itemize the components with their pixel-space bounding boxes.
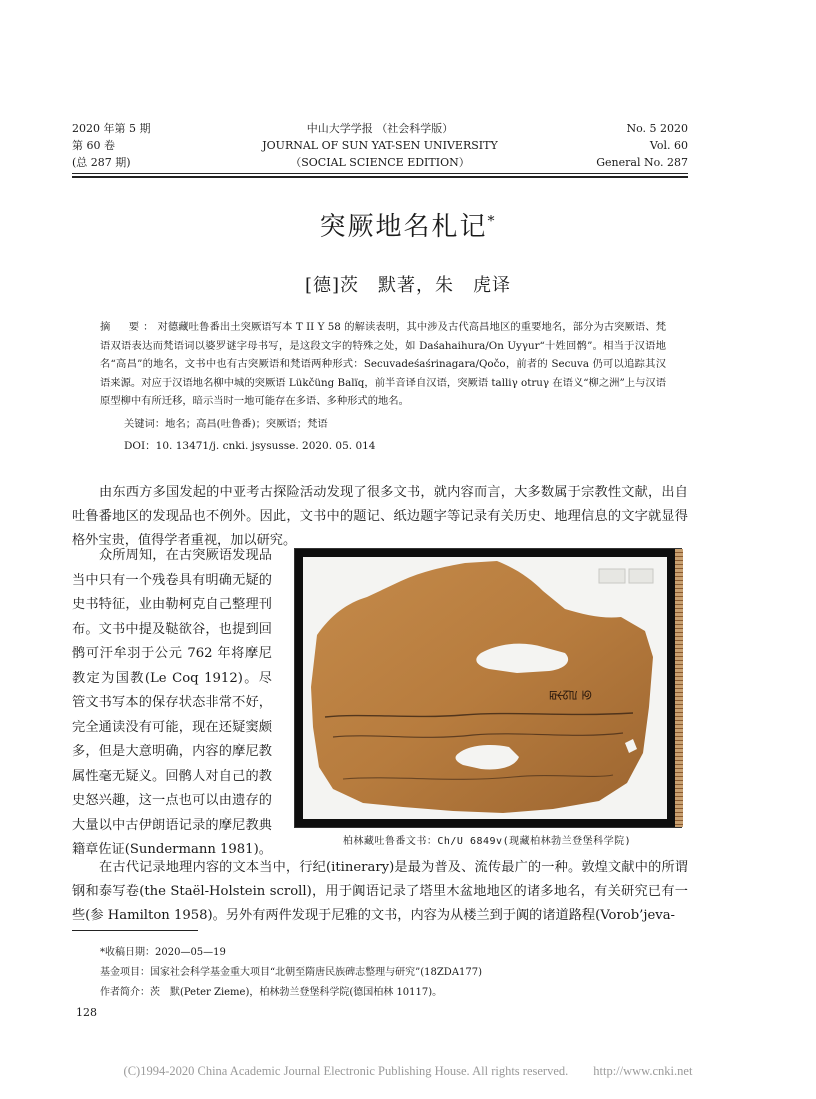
- footnote-rule: [72, 930, 198, 931]
- manuscript-inscription: ꡂꡡꡞꡃ ꡟ: [549, 688, 592, 702]
- manuscript-fragment: [311, 561, 653, 813]
- keywords: 关键词：地名；高昌(吐鲁番)；突厥语；梵语: [124, 418, 328, 430]
- abstract: [100, 318, 666, 411]
- issue-info: [72, 120, 150, 171]
- footnote-author: 作者简介：茨 默(Peter Zieme)，柏林勃兰登堡科学院(德国柏林 10117)。: [100, 987, 443, 998]
- header-rule-top: [72, 173, 688, 174]
- doi: DOI：10. 13471/j. cnki. jsysusse. 2020. 05. 014: [124, 440, 376, 452]
- figure-caption: 柏林藏吐鲁番文书：Ch/U 6849v(现藏柏林勃兰登堡科学院): [342, 836, 632, 847]
- footnote-received: *收稿日期：2020—05—19: [100, 947, 226, 958]
- title-footnote-mark: *: [487, 213, 497, 230]
- journal-edition: （SOCIAL SCIENCE EDITION）: [290, 156, 470, 169]
- manuscript-photo: [294, 548, 682, 828]
- issue-info-en: [596, 120, 688, 171]
- footnote-fund: 基金项目：国家社会科学基金重大项目“北朝至隋唐民族碑志整理与研究”(18ZDA177): [100, 967, 483, 978]
- copyright-watermark: (C)1994-2020 China Academic Journal Electronic Publishing House. All rights reserved. http://www.cnki.net: [123, 1064, 693, 1078]
- issue-total: (总 287 期): [72, 156, 131, 169]
- abstract-label: 摘 要：: [100, 321, 158, 333]
- header-rule-bottom: [72, 176, 688, 178]
- issue-volume: 第 60 卷: [72, 139, 115, 152]
- volume-en: Vol. 60: [649, 139, 688, 152]
- photo-scale-ruler: [675, 549, 683, 827]
- journal-name: [250, 120, 510, 171]
- body-paragraph-1: 由东西方多国发起的中亚考古探险活动发现了很多文书，就内容而言，大多数属于宗教性文献，出自吐鲁番地区的发现品也不例外。因此，文书中的题记、纸边题字等记录有关历史、地理信息的文字就显得格外宝贵，值得学者重视，加以研究。: [72, 485, 688, 548]
- body-paragraph-3: 在古代记录地理内容的文本当中，行纪(itinerary)是最为普及、流传最广的一种。敦煌文献中的所谓钢和泰写卷(the Staël-Holstein scroll)，用于阗语记录了塔里木盆地地区的诸多地名，有关研究已有一些(参 Hamilton 1958)。另外有两件发现于尼雅的文书，内容为从楼兰到于阗的诸道路程(Vorob’jeva-: [72, 860, 688, 923]
- article-title-text: 突厥地名札记: [319, 212, 488, 242]
- collection-label-2: [629, 569, 653, 583]
- abstract-text: 对德藏吐鲁番出土突厥语写本 T II Y 58 的解读表明，其中涉及古代高昌地区的重要地名，部分为古突厥语、梵语双语表达而梵语词以婆罗谜字母书写，是这段文字的特殊之处，如 Daśahaihura/On Uyγur“十姓回鹘”。相当于汉语地名“高昌”的地名，文书中也有古突厥语和梵语两种形式：Secuvadeśaśrinagara/Qočo，前者的 Secuva 仍可以追踪其汉语来源。对应于汉语地名柳中城的突厥语 Lükčüng Balïq，前半音译自汉语，突厥语 talliγ otruγ 在语义“柳之洲”上与汉语原型柳中有所迁移，暗示当时一地可能存在多语、多种形式的地名。: [100, 321, 666, 407]
- page-number: 128: [76, 1006, 97, 1019]
- issue-number-en: No. 5 2020: [626, 122, 688, 135]
- article-title: [0, 206, 816, 243]
- collection-label: [599, 569, 625, 583]
- journal-name-en: JOURNAL OF SUN YAT-SEN UNIVERSITY: [262, 139, 498, 152]
- journal-name-cn: 中山大学学报 （社会科学版）: [306, 122, 454, 135]
- body-paragraph-2: 众所周知，在古突厥语发现品当中只有一个残卷具有明确无疑的史书特征，业由勒柯克自己整理刊布。文书中提及鞑欲谷，也提到回鹘可汗牟羽于公元 762 年将摩尼教定为国教(Le Coq 1912)。尽管文书写本的保存状态非常不好，完全通读没有可能，现在还疑窦颇多，但是大意明确，内容的摩尼教属性毫无疑义。回鹘人对自己的教史怒兴趣，这一点也可以由遗存的大量以中古伊朗语记录的摩尼教典籍章佐证(Sundermann 1981)。: [72, 548, 272, 857]
- general-number-en: General No. 287: [596, 156, 688, 169]
- issue-year: 2020 年第 5 期: [72, 122, 151, 135]
- manuscript-fragment-image: [303, 557, 667, 819]
- photo-backdrop: [303, 557, 667, 819]
- article-authors: [德]茨 默著，朱 虎译: [304, 275, 512, 296]
